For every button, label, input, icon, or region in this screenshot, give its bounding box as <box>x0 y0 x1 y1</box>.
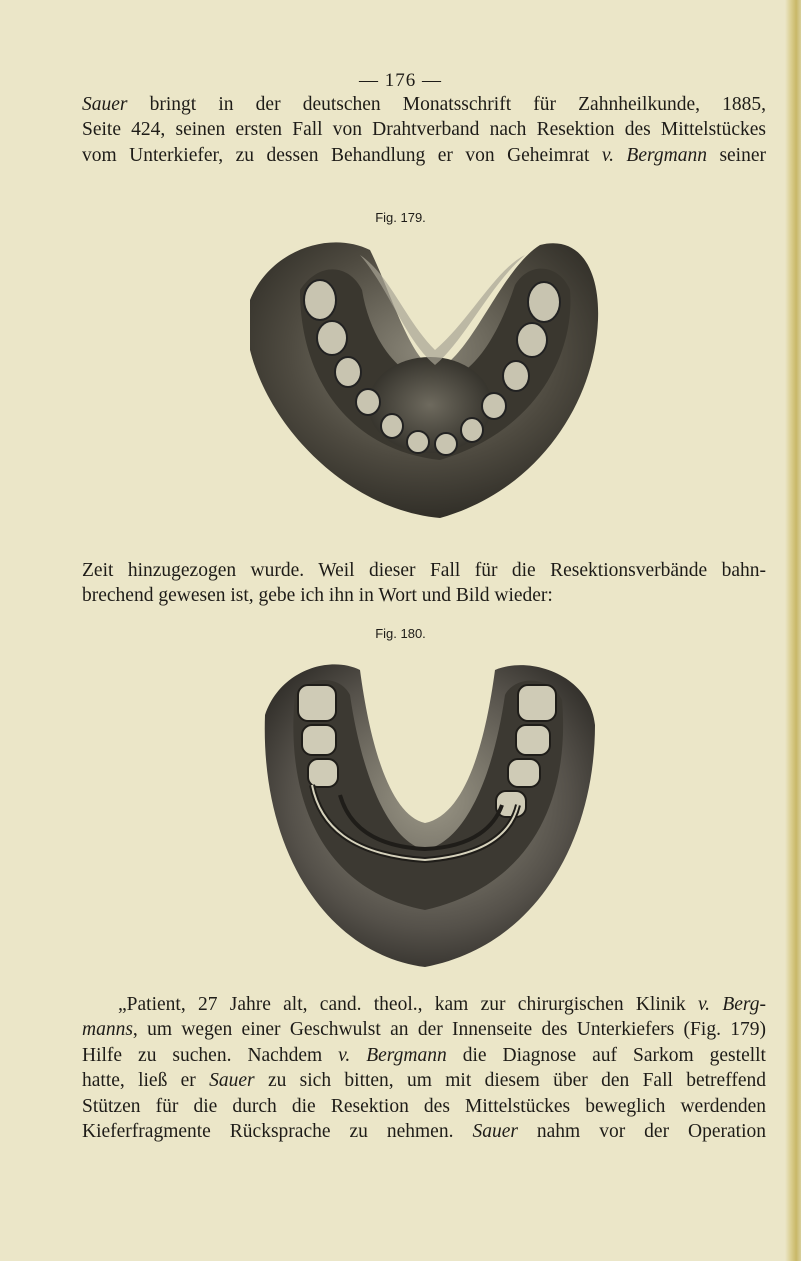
text: hatte, ließ er <box>82 1070 210 1092</box>
figure-180-caption: Fig. 180. <box>375 626 426 641</box>
paragraph-3-line-5: Stützen für die durch die Resektion des Mittelstückes beweglich werdenden <box>82 1095 766 1117</box>
paragraph-3-line-2 <box>82 1017 766 1042</box>
text: „Patient, 27 Jahre alt, cand. theol., kam zur chirurgischen Klinik <box>118 994 698 1015</box>
paragraph-1-line-2: Seite 424, seinen ersten Fall von Drahtverband nach Resektion des Mittelstückes <box>82 119 766 141</box>
text: bringt in der deutschen Monatsschrift für Zahnheilkunde, 1885, <box>127 94 766 115</box>
jaw-tumor-illustration <box>240 230 610 522</box>
person-name: manns <box>82 1019 133 1041</box>
author-name: Sauer <box>472 1121 518 1143</box>
author-name: Sauer <box>209 1070 255 1092</box>
text: Kieferfragmente Rücksprache zu nehmen. <box>82 1121 473 1143</box>
person-name: v. Berg- <box>697 994 767 1015</box>
paragraph-1 <box>82 92 766 168</box>
paragraph-2 <box>82 558 766 609</box>
text: zu sich bitten, um mit diesem über den Fall betreffend <box>254 1070 766 1092</box>
paragraph-2-line-1: Zeit hinzugezogen wurde. Weil dieser Fall für die Resektionsverbände bahn- <box>82 560 766 581</box>
text: seiner <box>706 144 767 166</box>
text: die Diagnose auf Sarkom gestellt <box>446 1044 766 1066</box>
paragraph-2-line-2: brechend gewesen ist, gebe ich ihn in Wort und Bild wieder: <box>82 585 553 607</box>
person-name: v. Bergmann <box>338 1044 447 1066</box>
paragraph-3-line-1 <box>82 992 766 1017</box>
text: vom Unterkiefer, zu dessen Behandlung er von Geheimrat <box>82 144 602 166</box>
figure-179-caption: Fig. 179. <box>375 210 426 225</box>
person-name: v. Bergmann <box>601 144 707 166</box>
paragraph-3 <box>82 992 766 1144</box>
page-number: — 176 — <box>359 70 442 91</box>
paragraph-3-line-6 <box>82 1119 766 1144</box>
paragraph-1-line-3 <box>82 143 766 168</box>
text: nahm vor der Operation <box>517 1121 766 1143</box>
text: , um wegen einer Geschwulst an der Innenseite des Unterkiefers (Fig. 179) <box>132 1019 766 1041</box>
paragraph-3-line-4 <box>82 1068 766 1093</box>
text: Hilfe zu suchen. Nachdem <box>82 1044 339 1066</box>
jaw-wire-splint-illustration <box>250 655 600 970</box>
paragraph-3-line-3 <box>82 1043 766 1068</box>
author-name: Sauer <box>82 94 128 115</box>
paragraph-1-line-1 <box>82 92 766 117</box>
